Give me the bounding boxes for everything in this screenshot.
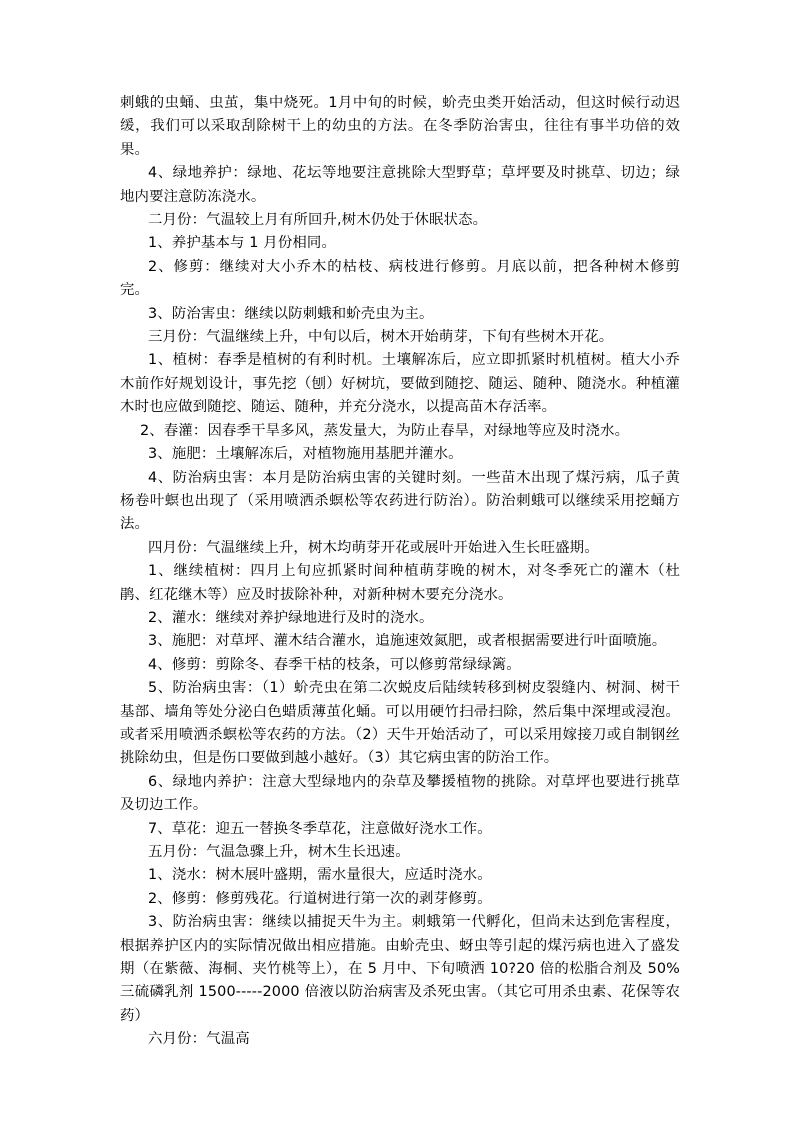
paragraph-may-pruning: 2、修剪：修剪残花。行道树进行第一次的剥芽修剪。 [148, 890, 492, 907]
paragraph-greenland-care-jan: 4、绿地养护：绿地、花坛等地要注意挑除大型野草；草坪要及时挑草、切边；绿地内要注意防冻浇水。 [120, 165, 680, 205]
paragraph-apr-greenland: 6、绿地内养护：注意大型绿地内的杂草及攀援植物的挑除。对草坪也要进行挑草及切边工作。 [120, 773, 680, 814]
paragraph-may-pest: 3、防治病虫害：继续以捕捉天牛为主。刺蛾第一代孵化，但尚未达到危害程度，根据养护区内的实际情况做出相应措施。由蚧壳虫、蚜虫等引起的煤污病也进入了盛发期（在紫薇、海桐、夹竹桃等上），在 5 月中、下旬喷洒 10?20 倍的松脂合剂及 50%三硫磷乳剂 1500-----2000 倍液以防治病害及杀死虫害。（其它可用杀虫素、花保等农药） [120, 914, 680, 1024]
paragraph-apr-watering: 2、灌水：继续对养护绿地进行及时的浇水。 [148, 609, 434, 626]
paragraph-feb-pest: 3、防治害虫：继续以防刺蛾和蚧壳虫为主。 [148, 305, 434, 322]
paragraph-mar-planting: 1、植树：春季是植树的有利时机。土壤解冻后，应立即抓紧时机植树。植大小乔木前作好规划设计，事先挖（刨）好树坑，要做到随挖、随运、随种、随浇水。种植灌木时也应做到随挖、随运、随种，并充分浇水，以提高苗木存活率。 [120, 352, 680, 416]
paragraph-feb-care: 1、养护基本与 1 月份相同。 [148, 235, 337, 252]
heading-june: 六月份：气温高 [148, 1031, 250, 1048]
paragraph-apr-fertilize: 3、施肥：对草坪、灌木结合灌水，追施速效氮肥，或者根据需要进行叶面喷施。 [148, 633, 667, 650]
document-page [120, 92, 680, 1052]
paragraph-mar-pest: 4、防治病虫害：本月是防治病虫害的关键时刻。一些苗木出现了煤污病，瓜子黄杨卷叶螟也出现了（采用喷洒杀螟松等农药进行防治）。防治刺蛾可以继续采用挖蛹方法。 [120, 469, 680, 533]
paragraph-apr-pruning: 4、修剪：剪除冬、春季干枯的枝条，可以修剪常绿绿篱。 [148, 656, 521, 673]
paragraph-apr-pest: 5、防治病虫害：（1）蚧壳虫在第二次蜕皮后陆续转移到树皮裂缝内、树洞、树干基部、墙角等处分泌白色蜡质薄茧化蛹。可以用硬竹扫帚扫除，然后集中深埋或浸泡。或者采用喷洒杀螟松等农药的方法。（2）天牛开始活动了，可以采用嫁接刀或自制钢丝挑除幼虫，但是伤口要做到越小越好。（3）其它病虫害的防治工作。 [120, 680, 680, 767]
paragraph-mar-fertilize: 3、施肥：土壤解冻后，对植物施用基肥并灌水。 [148, 446, 463, 463]
paragraph-apr-planting: 1、继续植树：四月上旬应抓紧时间种植萌芽晚的树木，对冬季死亡的灌木（杜鹃、红花继木等）应及时拔除补种，对新种树木要充分浇水。 [120, 563, 680, 603]
heading-april: 四月份：气温继续上升，树木均萌芽开花或展叶开始进入生长旺盛期。 [148, 539, 599, 556]
paragraph-feb-pruning: 2、修剪：继续对大小乔木的枯枝、病枝进行修剪。月底以前，把各种树木修剪完。 [120, 258, 680, 299]
paragraph-apr-flowers: 7、草花：迎五一替换冬季草花，注意做好浇水工作。 [148, 820, 492, 837]
heading-march: 三月份：气温继续上升，中旬以后，树木开始萌芽，下旬有些树木开花。 [148, 329, 614, 346]
paragraph-mar-irrigation: 2、春灌：因春季干旱多风，蒸发量大，为防止春旱，对绿地等应及时浇水。 [140, 422, 630, 439]
heading-may: 五月份：气温急骤上升，树木生长迅速。 [148, 844, 410, 860]
paragraph-may-watering: 1、浇水：树木展叶盛期，需水量很大，应适时浇水。 [148, 867, 492, 884]
heading-february: 二月份：气温较上月有所回升,树木仍处于休眠状态。 [148, 212, 488, 229]
paragraph-cocoon-removal: 刺蛾的虫蛹、虫茧，集中烧死。1月中旬的时候，蚧壳虫类开始活动，但这时候行动迟缓，我们可以采取刮除树干上的幼虫的方法。在冬季防治害虫，往往有事半功倍的效果。 [120, 95, 680, 158]
